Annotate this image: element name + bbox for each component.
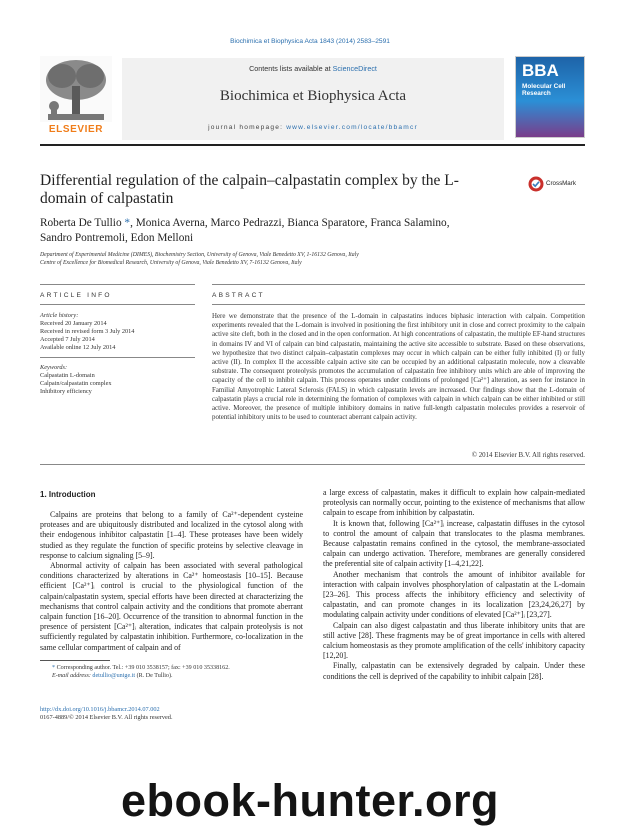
keyword-item: Calpain/calpastatin complex	[40, 380, 112, 387]
journal-cover-thumbnail[interactable]	[515, 56, 585, 138]
keywords-label: Keywords:	[40, 364, 68, 371]
footnote-email-line	[40, 672, 303, 680]
journal-name: Biochimica et Biophysica Acta	[219, 88, 407, 104]
email-suffix: (R. De Tullio).	[135, 673, 173, 679]
article-info-under-rule	[40, 304, 195, 305]
footnote-contact: Corresponding author. Tel.: +39 010 3538157; fax: +39 010 35338162.	[55, 665, 230, 671]
cover-title: BBA	[522, 61, 559, 80]
footnote-marker: *	[52, 665, 56, 671]
email-link[interactable]: detullio@unige.it	[92, 673, 136, 679]
doi-link[interactable]: http://dx.doi.org/10.1016/j.bbamcr.2014.07.002	[40, 706, 160, 713]
article-info-heading: ARTICLE INFO	[40, 292, 112, 299]
body-column-right	[323, 488, 585, 682]
body-paragraph-continued: a large excess of calpastatin, makes it difficult to explain how calpain-mediated proteolysis can normally occur, pointing to the existence of mechanisms that allow calpain to escape from inhibition by calpastatin.	[323, 488, 585, 518]
homepage-prefix: journal homepage:	[208, 124, 287, 131]
author-primary[interactable]: Roberta De Tullio	[40, 217, 122, 229]
abstract-under-rule	[212, 304, 585, 305]
body-paragraph: Abnormal activity of calpain has been associated with several pathological conditions characterized by alterations in Ca²⁺ homeostasis [10–15]. Because efficient [Ca²⁺]ᵢ control is crucial to the physiological function of the calpain/calpastatin system, special efforts have been directed at characterizing the mechanisms that control calpain activity and the conditions that promote aberrant calpain function [16–20]. Occurrence of the transition to abnormal function in the presence of persistent [Ca²⁺]ᵢ alteration, indicates that calpain proteolysis is not sufficiently regulated by calpastatin inhibition. Furthermore, co-localization in the same cellular compartment of calpain and of	[40, 561, 303, 652]
authors-line1-rest: , Monica Averna, Marco Pedrazzi, Bianca Sparatore, Franca Salamino,	[130, 217, 450, 229]
abstract-end-rule	[40, 464, 585, 465]
body-column-left	[40, 510, 303, 653]
footnote-rule	[40, 660, 110, 661]
journal-citation[interactable]: Biochimica et Biophysica Acta 1843 (2014) 2583–2591	[230, 38, 390, 45]
history-label: Article history:	[40, 312, 79, 319]
crossmark-icon	[528, 176, 544, 192]
article-info-top-rule	[40, 284, 195, 285]
homepage-link[interactable]: www.elsevier.com/locate/bbamcr	[286, 124, 418, 131]
affiliation-1: Department of Experimental Medicine (DIMES), Biochemistry Section, University of Genova, Viale Benedetto XV, 1-16132 Genova, Italy	[40, 252, 359, 258]
footnote-contact-line	[40, 664, 303, 672]
body-paragraph: Finally, calpastatin can be extensively degraded by calpain. Under these conditions the cell is deprived of the capability to inhibit calpain [28].	[323, 661, 585, 681]
keyword-item: Inhibitory efficiency	[40, 388, 92, 395]
abstract-heading: ABSTRACT	[212, 292, 265, 299]
abstract-top-rule	[212, 284, 585, 285]
contents-line	[122, 64, 504, 73]
history-received: Received 20 January 2014	[40, 320, 107, 327]
sciencedirect-link[interactable]: ScienceDirect	[332, 64, 377, 73]
crossmark-badge[interactable]	[528, 176, 586, 192]
history-accepted: Accepted 7 July 2014	[40, 336, 95, 343]
watermark-text: ebook-hunter.org	[121, 775, 499, 826]
abstract-copyright: © 2014 Elsevier B.V. All rights reserved.	[471, 452, 585, 459]
keywords-rule	[40, 357, 195, 358]
paper-title: Differential regulation of the calpain–calpastatin complex by the L-domain of calpastatin	[40, 172, 459, 207]
email-label: E-mail address:	[52, 673, 93, 679]
crossmark-label: CrossMark	[546, 180, 576, 187]
abstract-text: Here we demonstrate that the presence of the L-domain in calpastatins induces biphasic interaction with calpain. Competition experiments revealed that the L-domain is involved in positioning the first inhibitory unit in close and correct proximity to the calpain active site cleft, both in the closed and in the open conformation. At high concentrations of calpastatin, the multiple EF-hand structures in domains IV and VI of calpain can bind calpastatin, maintaining the active site accessible to substrate. Based on these observations, we hypothesize that two distinct calpain–calpastatin complexes may occur in which calpain can be either fully inhibited (I) or fully active (II). In complex II the accessible calpain active site can be occupied by an additional calpastatin molecule, now a cleavable substrate. The consequent proteolysis promotes the accumulation of calpastatin free inhibitory units which are able of improving the capacity of the cell to inhibit calpain. This process operates under conditions of prolonged [Ca²⁺] alteration, as seen for instance in Familial Amyotrophic Lateral Sclerosis (FALS) in which calpastatin levels are increased. Our findings show that the L-domain of calpastatin plays a crucial role in determining the formation of complexes with calpain in which calpain can be either inhibited or still active. Moreover, the presence of multiple inhibitory domains in native full-length calpastatin molecules provides a reservoir of potential inhibitory units to be used to counteract aberrant calpain activity.	[212, 313, 585, 422]
elsevier-wordmark: ELSEVIER	[48, 124, 104, 135]
issn-line: 0167-4889/© 2014 Elsevier B.V. All rights reserved.	[40, 714, 173, 721]
contents-prefix: Contents lists available at	[249, 64, 333, 73]
author-list	[40, 216, 520, 246]
affiliation-2: Centre of Excellence for Biomedical Research, University of Genova, Viale Benedetto XV, 7-16132 Genova, Italy	[40, 260, 302, 266]
authors-line2: Sandro Pontremoli, Edon Melloni	[40, 232, 194, 244]
section-heading-introduction: 1. Introduction	[40, 490, 96, 499]
history-online: Available online 12 July 2014	[40, 344, 116, 351]
body-paragraph: Calpain can also digest calpastatin and thus liberate inhibitory units that are still active [28]. These fragments may be of great importance in cells with altered calcium homeostasis as they promote amplification of the cells' inhibitory capacity [12,20].	[323, 620, 585, 661]
keyword-item: Calpastatin L-domain	[40, 372, 95, 379]
history-revised: Received in revised form 3 July 2014	[40, 328, 135, 335]
cover-subtitle: Molecular Cell Research	[522, 83, 566, 97]
body-paragraph: Calpains are proteins that belong to a family of Ca²⁺-dependent cysteine proteases and are ubiquitously distributed and localized in the cytosol along with their endogenous inhibitor calpastatin [1–4]. These proteases have been widely studied as they regulate the function of specific proteins by selective cleavage in response to calcium signaling [5–9].	[40, 510, 303, 560]
header-rule	[40, 144, 585, 146]
journal-homepage	[122, 124, 504, 131]
body-paragraph: It is known that, following [Ca²⁺]ᵢ increase, calpastatin diffuses in the cytosol to control the amount of calpain that translocates to the plasma membranes. Because calpastatin remains confined in the cytosol, the membrane-associated calpain can undergo activation. Therefore, membranes are generally considered the preferential site of calpain activity [1–4,21,22].	[323, 518, 585, 569]
corresponding-author-mark[interactable]: *	[121, 217, 131, 229]
corresponding-author-footnote	[40, 664, 303, 680]
body-paragraph: Another mechanism that controls the amount of inhibitor available for interaction with calpain involves phosphorylation of calpastatin at the L-domain [23–26]. This process affects the inhibitory efficiency and selectivity of calpastatin, and can promote changes in its localization [23,24,26,27] by modulating calpain activity under conditions of elevated [Ca²⁺]ᵢ [23,27].	[323, 569, 585, 620]
